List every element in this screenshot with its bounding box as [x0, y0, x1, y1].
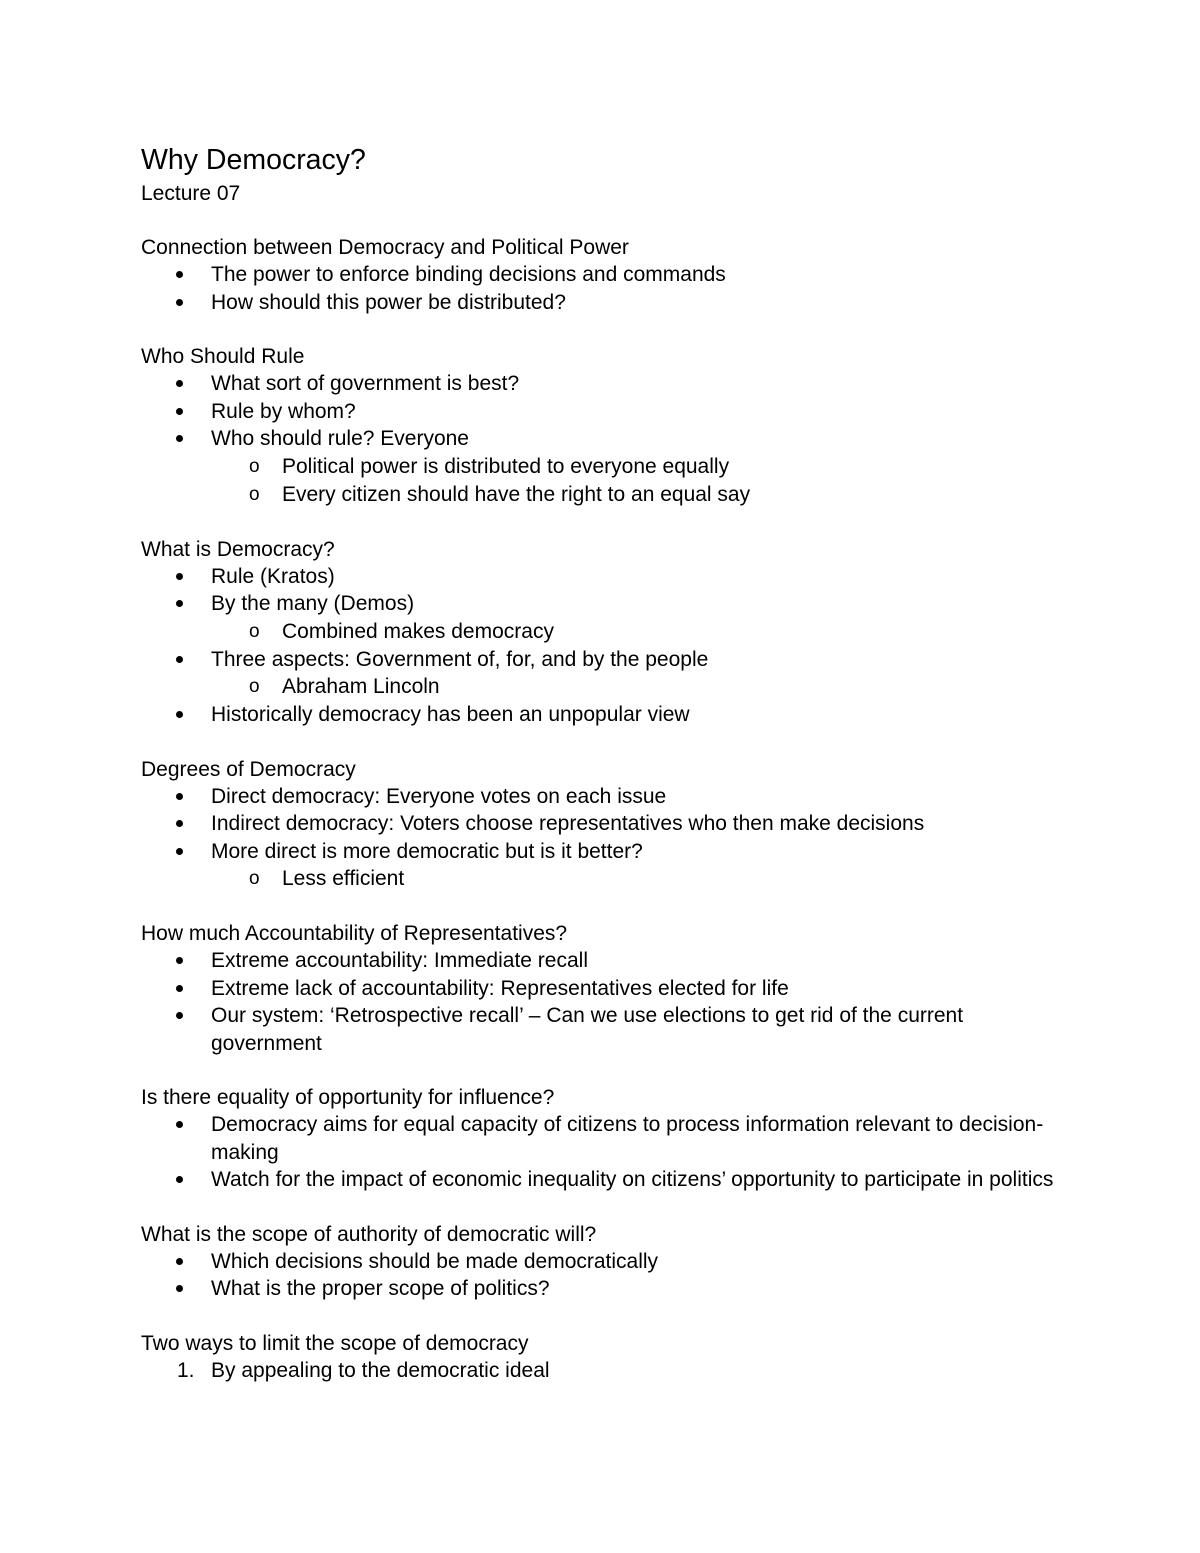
bullet-item: How should this power be distributed? [141, 289, 1071, 317]
bullet-list [141, 1111, 1071, 1194]
section [141, 1221, 1071, 1303]
section [141, 343, 1071, 509]
section [141, 920, 1071, 1057]
section-heading: What is Democracy? [141, 537, 335, 561]
document-page [141, 140, 1071, 1411]
bullet-item: Watch for the impact of economic inequality on citizens’ opportunity to participate in politics [141, 1166, 1071, 1194]
bullet-list [141, 370, 1071, 509]
bullet-item: Extreme lack of accountability: Representatives elected for life [141, 975, 1071, 1003]
bullet-item: Who should rule? Everyone [141, 425, 1071, 453]
final-section [141, 1330, 1071, 1385]
section [141, 234, 1071, 316]
item-text: By appealing to the democratic ideal [211, 1358, 550, 1382]
bullet-item: Extreme accountability: Immediate recall [141, 947, 1071, 975]
bullet-item: Historically democracy has been an unpopular view [141, 701, 1071, 729]
bullet-item: What sort of government is best? [141, 370, 1071, 398]
bullet-item: Which decisions should be made democratically [141, 1248, 1071, 1276]
bullet-list [141, 563, 1071, 729]
bullet-item: What is the proper scope of politics? [141, 1275, 1071, 1303]
bullet-list [141, 1248, 1071, 1303]
section-heading: What is the scope of authority of democratic will? [141, 1222, 597, 1246]
section-heading: How much Accountability of Representatives? [141, 922, 568, 945]
sub-bullet-item: o Abraham Lincoln [141, 673, 1071, 701]
sub-bullet-item: o Every citizen should have the right to an equal say [141, 481, 1071, 509]
bullet-list [141, 947, 1071, 1057]
bullet-item: Democracy aims for equal capacity of citizens to process information relevant to decision-making [141, 1111, 1071, 1166]
bullet-item: The power to enforce binding decisions and commands [141, 261, 1071, 289]
section [141, 756, 1071, 894]
bullet-list [141, 783, 1071, 894]
bullet-item: Direct democracy: Everyone votes on each issue [141, 783, 1071, 811]
section-heading: Connection between Democracy and Political Power [141, 236, 629, 259]
numbered-item [141, 1357, 1071, 1385]
bullet-item: Rule by whom? [141, 398, 1071, 426]
sub-bullet-item: o Less efficient [141, 865, 1071, 893]
sub-bullet-item: o Political power is distributed to everyone equally [141, 453, 1071, 481]
section [141, 1084, 1071, 1194]
section-heading: Two ways to limit the scope of democracy [141, 1331, 529, 1355]
bullet-item: Our system: ‘Retrospective recall’ – Can we use elections to get rid of the current government [141, 1002, 1071, 1057]
section-heading: Degrees of Democracy [141, 757, 356, 781]
item-number: 1. [177, 1358, 195, 1382]
numbered-list [141, 1357, 1071, 1385]
section-heading: Is there equality of opportunity for influence? [141, 1086, 555, 1109]
sub-bullet-item: o Combined makes democracy [141, 618, 1071, 646]
bullet-item: Three aspects: Government of, for, and by the people [141, 646, 1071, 674]
bullet-item: Rule (Kratos) [141, 563, 1071, 591]
section-heading: Who Should Rule [141, 345, 305, 368]
section [141, 536, 1071, 729]
bullet-item: More direct is more democratic but is it better? [141, 838, 1071, 866]
bullet-item: By the many (Demos) [141, 590, 1071, 618]
bullet-item: Indirect democracy: Voters choose representatives who then make decisions [141, 810, 1071, 838]
bullet-list [141, 261, 1071, 316]
sections-container [141, 234, 1071, 1303]
lecture-number: Lecture 07 [141, 182, 241, 205]
document-title: Why Democracy? [141, 144, 366, 176]
